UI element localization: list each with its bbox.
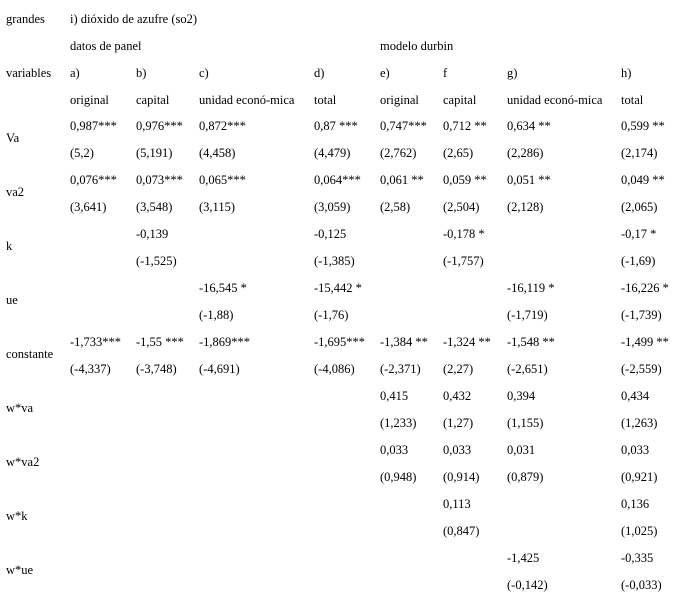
table-title: i) dióxido de azufre (so2) xyxy=(70,12,198,26)
coef-cell: -15,442 * xyxy=(314,281,362,295)
coef-cell: -0,125 xyxy=(314,227,347,241)
coef-cell: -0,178 * xyxy=(443,227,485,241)
row-variable: ue xyxy=(6,293,18,307)
stat-cell: (2,174) xyxy=(621,146,658,160)
coef-cell: 0,634 ** xyxy=(507,119,551,133)
coef-cell: -1,384 ** xyxy=(380,335,428,349)
coef-cell: 0,432 xyxy=(443,389,472,403)
coef-cell: -1,425 xyxy=(507,551,540,565)
coef-cell: 0,064*** xyxy=(314,173,361,187)
stat-cell: (2,504) xyxy=(443,200,480,214)
stat-cell: (-2,559) xyxy=(621,362,662,376)
stat-cell: (-1,69) xyxy=(621,254,656,268)
column-letter: f xyxy=(443,66,448,80)
coef-cell: 0,747*** xyxy=(380,119,427,133)
coef-cell: -1,869*** xyxy=(199,335,251,349)
coef-cell: 0,872*** xyxy=(199,119,246,133)
stat-cell: (3,548) xyxy=(136,200,173,214)
column-letter: b) xyxy=(136,66,147,80)
coef-cell: 0,976*** xyxy=(136,119,183,133)
stat-cell: (2,27) xyxy=(443,362,474,376)
column-label: total xyxy=(621,93,644,107)
stat-cell: (2,065) xyxy=(621,200,658,214)
stat-cell: (-4,337) xyxy=(70,362,111,376)
coef-cell: 0,051 ** xyxy=(507,173,551,187)
coef-cell: 0,059 ** xyxy=(443,173,487,187)
coef-cell: 0,033 xyxy=(380,443,409,457)
coef-cell: -1,695*** xyxy=(314,335,366,349)
coef-cell: -1,324 ** xyxy=(443,335,491,349)
coef-cell: 0,434 xyxy=(621,389,650,403)
stat-cell: (-1,739) xyxy=(621,308,662,322)
stat-cell: (-1,719) xyxy=(507,308,548,322)
row-variable: va2 xyxy=(6,185,25,199)
stat-cell: (2,762) xyxy=(380,146,417,160)
stat-cell: (-4,086) xyxy=(314,362,355,376)
stat-cell: (-4,691) xyxy=(199,362,240,376)
group-header-panel: datos de panel xyxy=(70,39,142,53)
stat-cell: (-0,142) xyxy=(507,578,548,592)
coef-cell: 0,415 xyxy=(380,389,409,403)
coef-cell: 0,061 ** xyxy=(380,173,424,187)
variables-header: variables xyxy=(6,66,52,80)
row-variable: w*ue xyxy=(6,563,34,577)
coef-cell: 0,136 xyxy=(621,497,650,511)
column-label: unidad econó-mica xyxy=(507,93,603,107)
coef-cell: 0,049 ** xyxy=(621,173,665,187)
coef-cell: -1,499 ** xyxy=(621,335,669,349)
coef-cell: -1,55 *** xyxy=(136,335,184,349)
stat-cell: (-1,757) xyxy=(443,254,484,268)
stat-cell: (2,65) xyxy=(443,146,474,160)
stat-cell: (1,155) xyxy=(507,416,544,430)
stat-cell: (0,948) xyxy=(380,470,417,484)
stat-cell: (-2,371) xyxy=(380,362,421,376)
column-label: original xyxy=(70,93,109,107)
stat-cell: (2,286) xyxy=(507,146,544,160)
coef-cell: 0,033 xyxy=(443,443,472,457)
stat-cell: (3,115) xyxy=(199,200,235,214)
stat-cell: (1,025) xyxy=(621,524,658,538)
stat-cell: (0,921) xyxy=(621,470,658,484)
coef-cell: 0,394 xyxy=(507,389,536,403)
stat-cell: (0,847) xyxy=(443,524,480,538)
row-variable: w*va2 xyxy=(6,455,40,469)
column-label: capital xyxy=(443,93,477,107)
stat-cell: (3,059) xyxy=(314,200,351,214)
coef-cell: 0,065*** xyxy=(199,173,246,187)
stat-cell: (-1,385) xyxy=(314,254,355,268)
row-variable: w*k xyxy=(6,509,28,523)
coef-cell: -1,733*** xyxy=(70,335,122,349)
column-letter: g) xyxy=(507,66,518,80)
column-label: total xyxy=(314,93,337,107)
stat-cell: (5,191) xyxy=(136,146,173,160)
column-letter: a) xyxy=(70,66,80,80)
stat-cell: (1,27) xyxy=(443,416,474,430)
stat-cell: (-1,525) xyxy=(136,254,177,268)
column-letter: d) xyxy=(314,66,325,80)
coef-cell: -16,545 * xyxy=(199,281,247,295)
row-variable: Va xyxy=(6,131,20,145)
row-variable: k xyxy=(6,239,13,253)
stat-cell: (1,233) xyxy=(380,416,417,430)
corner-label: grandes xyxy=(6,12,45,26)
coef-cell: -0,17 * xyxy=(621,227,657,241)
row-variable: constante xyxy=(6,347,54,361)
coef-cell: -16,226 * xyxy=(621,281,669,295)
stat-cell: (-3,748) xyxy=(136,362,177,376)
coef-cell: -0,139 xyxy=(136,227,169,241)
coef-cell: 0,987*** xyxy=(70,119,117,133)
coef-cell: 0,033 xyxy=(621,443,650,457)
stat-cell: (-2,651) xyxy=(507,362,548,376)
group-header-durbin: modelo durbin xyxy=(380,39,454,53)
stat-cell: (2,128) xyxy=(507,200,544,214)
stat-cell: (1,263) xyxy=(621,416,658,430)
stat-cell: (-1,88) xyxy=(199,308,234,322)
stat-cell: (5,2) xyxy=(70,146,94,160)
column-label: unidad econó-mica xyxy=(199,93,295,107)
stat-cell: (-0,033) xyxy=(621,578,662,592)
column-label: original xyxy=(380,93,419,107)
stat-cell: (3,641) xyxy=(70,200,107,214)
column-letter: h) xyxy=(621,66,632,80)
row-variable: w*va xyxy=(6,401,34,415)
coef-cell: 0,599 ** xyxy=(621,119,665,133)
stat-cell: (0,914) xyxy=(443,470,480,484)
coef-cell: 0,712 ** xyxy=(443,119,487,133)
stat-cell: (2,58) xyxy=(380,200,411,214)
coef-cell: 0,073*** xyxy=(136,173,183,187)
stat-cell: (0,879) xyxy=(507,470,544,484)
coef-cell: -16,119 * xyxy=(507,281,555,295)
stat-cell: (-1,76) xyxy=(314,308,349,322)
column-letter: e) xyxy=(380,66,390,80)
column-letter: c) xyxy=(199,66,209,80)
coef-cell: -0,335 xyxy=(621,551,654,565)
coef-cell: 0,113 xyxy=(443,497,471,511)
column-label: capital xyxy=(136,93,170,107)
coef-cell: 0,031 xyxy=(507,443,536,457)
coef-cell: -1,548 ** xyxy=(507,335,555,349)
coef-cell: 0,87 *** xyxy=(314,119,358,133)
coef-cell: 0,076*** xyxy=(70,173,117,187)
stat-cell: (4,479) xyxy=(314,146,351,160)
stat-cell: (4,458) xyxy=(199,146,236,160)
